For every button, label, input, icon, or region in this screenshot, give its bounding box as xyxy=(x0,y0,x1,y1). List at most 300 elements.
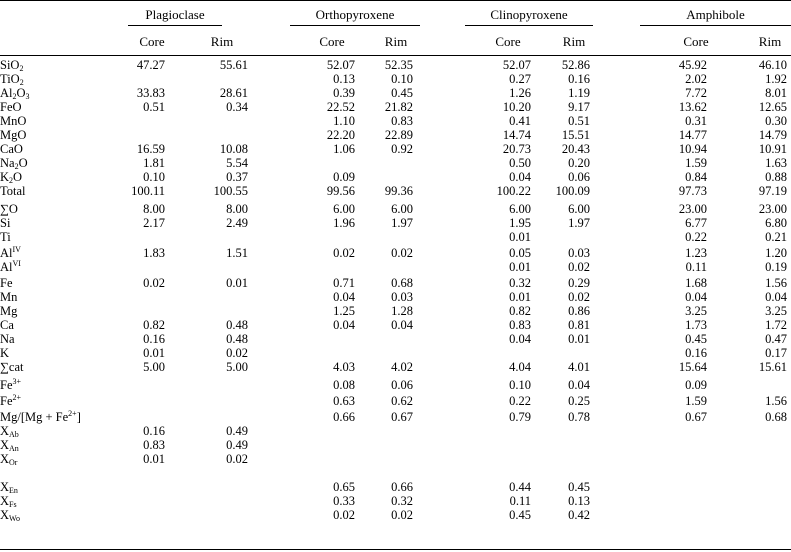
table-cell: 0.13 xyxy=(568,494,590,508)
table-cell: 0.27 xyxy=(509,72,531,86)
table-cell: 99.56 xyxy=(326,184,355,198)
table-cell: 0.22 xyxy=(509,394,531,408)
table-cell: 0.92 xyxy=(391,142,413,156)
table-cell: 6.80 xyxy=(765,216,787,230)
table-cell: 10.20 xyxy=(502,100,531,114)
row-label xyxy=(0,424,19,438)
table-cell: 20.43 xyxy=(561,142,590,156)
table-cell: 0.04 xyxy=(765,290,787,304)
table-cell: 0.49 xyxy=(226,438,248,452)
group-underline-clinopyroxene xyxy=(465,25,593,26)
table-cell: 0.62 xyxy=(391,394,413,408)
table-cell: 52.07 xyxy=(502,58,531,72)
table-cell: 15.61 xyxy=(758,360,787,374)
row-label xyxy=(0,346,9,360)
table-cell: 0.29 xyxy=(568,276,590,290)
table-row xyxy=(0,424,791,438)
row-label xyxy=(0,86,30,100)
table-cell: 2.17 xyxy=(143,216,165,230)
table-cell: 1.56 xyxy=(765,276,787,290)
row-label-sup: 3+ xyxy=(12,377,22,386)
table-cell: 6.00 xyxy=(333,202,355,216)
table-cell: 10.08 xyxy=(219,142,248,156)
table-cell: 0.82 xyxy=(509,304,531,318)
row-label-sub2: 3 xyxy=(25,92,30,101)
table-cell: 0.04 xyxy=(685,290,707,304)
row-label xyxy=(0,318,14,332)
table-cell: 15.64 xyxy=(678,360,707,374)
table-cell: 15.51 xyxy=(561,128,590,142)
table-cell: 0.41 xyxy=(509,114,531,128)
table-cell: 0.45 xyxy=(509,508,531,522)
row-label-label: X xyxy=(0,438,10,452)
table-cell: 0.02 xyxy=(391,508,413,522)
table-cell: 0.67 xyxy=(685,410,707,424)
row-label xyxy=(0,260,21,274)
table-cell: 0.50 xyxy=(509,156,531,170)
table-row xyxy=(0,142,791,156)
row-label-label: K xyxy=(0,170,10,184)
row-label xyxy=(0,480,18,494)
table-cell: 52.07 xyxy=(326,58,355,72)
table-row xyxy=(0,508,791,522)
table-cell: 0.16 xyxy=(143,424,165,438)
row-label-sub: 2 xyxy=(14,162,19,171)
table-cell: 14.74 xyxy=(502,128,531,142)
table-cell: 100.22 xyxy=(496,184,531,198)
row-label-label: Mg/[Mg + Fe xyxy=(0,410,69,424)
table-cell: 0.04 xyxy=(333,290,355,304)
table-cell: 8.00 xyxy=(143,202,165,216)
row-label-label: X xyxy=(0,480,10,494)
row-label xyxy=(0,184,26,198)
table-cell: 6.00 xyxy=(568,202,590,216)
row-label-sub: Ab xyxy=(9,430,19,439)
table-cell: 1.83 xyxy=(143,246,165,260)
bottom-rule xyxy=(0,549,791,550)
row-label-label2: O xyxy=(13,170,23,184)
group-underline-plagioclase xyxy=(128,25,222,26)
table-row xyxy=(0,346,791,360)
col-header-plagioclase-rim: Rim xyxy=(210,34,234,49)
table-cell: 0.48 xyxy=(226,332,248,346)
row-label-sub: En xyxy=(9,486,18,495)
table-cell: 0.20 xyxy=(568,156,590,170)
col-header-orthopyroxene-core: Core xyxy=(319,34,345,49)
table-cell: 1.96 xyxy=(333,216,355,230)
table-cell: 0.04 xyxy=(333,318,355,332)
row-label-label2: O xyxy=(18,156,28,170)
table-cell: 0.02 xyxy=(333,508,355,522)
table-cell: 14.79 xyxy=(758,128,787,142)
table-cell: 1.10 xyxy=(333,114,355,128)
table-cell: 0.67 xyxy=(391,410,413,424)
table-cell: 0.71 xyxy=(333,276,355,290)
table-cell: 4.01 xyxy=(568,360,590,374)
group-header-orthopyroxene: Orthopyroxene xyxy=(315,7,395,22)
table-cell: 52.35 xyxy=(384,58,413,72)
table-cell: 0.48 xyxy=(226,318,248,332)
row-label xyxy=(0,100,22,114)
table-cell: 23.00 xyxy=(758,202,787,216)
table-cell: 0.04 xyxy=(568,378,590,392)
table-cell: 23.00 xyxy=(678,202,707,216)
table-cell: 28.61 xyxy=(219,86,248,100)
row-label-label: Fe xyxy=(0,378,13,392)
row-label-sub: Wo xyxy=(9,514,20,523)
table-cell: 1.59 xyxy=(685,156,707,170)
table-cell: 46.10 xyxy=(758,58,787,72)
row-label-label: Mn xyxy=(0,290,18,304)
table-cell: 0.81 xyxy=(568,318,590,332)
table-cell: 2.49 xyxy=(226,216,248,230)
table-cell: 0.84 xyxy=(685,170,707,184)
row-label xyxy=(0,156,28,170)
table-cell: 0.32 xyxy=(509,276,531,290)
table-row xyxy=(0,86,791,100)
table-cell: 0.65 xyxy=(333,480,355,494)
table-cell: 0.37 xyxy=(226,170,248,184)
row-label xyxy=(0,58,23,72)
row-label-label: Mg xyxy=(0,304,18,318)
row-label xyxy=(0,508,20,522)
col-header-amphibole-core: Core xyxy=(683,34,709,49)
table-cell: 0.22 xyxy=(685,230,707,244)
table-cell: 0.83 xyxy=(391,114,413,128)
table-row xyxy=(0,360,791,374)
table-cell: 0.02 xyxy=(568,290,590,304)
table-row xyxy=(0,438,791,452)
table-cell: 0.03 xyxy=(391,290,413,304)
table-cell: 1.20 xyxy=(765,246,787,260)
row-label xyxy=(0,360,23,374)
table-cell: 6.77 xyxy=(685,216,707,230)
table-cell: 0.32 xyxy=(391,494,413,508)
table-cell: 0.02 xyxy=(568,260,590,274)
table-row xyxy=(0,230,791,244)
table-cell: 0.39 xyxy=(333,86,355,100)
table-cell: 16.59 xyxy=(136,142,165,156)
row-label-sup: IV xyxy=(12,245,21,254)
table-cell: 47.27 xyxy=(136,58,165,72)
table-cell: 0.45 xyxy=(685,332,707,346)
table-row xyxy=(0,394,791,408)
row-label xyxy=(0,128,26,142)
table-cell: 0.16 xyxy=(143,332,165,346)
row-label xyxy=(0,438,19,452)
table-cell: 0.79 xyxy=(509,410,531,424)
row-label xyxy=(0,394,21,408)
table-cell: 0.13 xyxy=(333,72,355,86)
table-cell: 0.01 xyxy=(509,290,531,304)
row-label-sup: 2+ xyxy=(12,393,22,402)
table-cell: 45.92 xyxy=(678,58,707,72)
row-label-sub: 2 xyxy=(19,64,24,73)
table-cell: 0.06 xyxy=(568,170,590,184)
col-header-clinopyroxene-rim: Rim xyxy=(562,34,586,49)
group-header-clinopyroxene: Clinopyroxene xyxy=(490,7,568,22)
table-cell: 0.09 xyxy=(333,170,355,184)
row-label xyxy=(0,170,22,184)
table-cell: 0.51 xyxy=(568,114,590,128)
row-label xyxy=(0,494,17,508)
table-cell: 0.45 xyxy=(391,86,413,100)
table-cell: 0.49 xyxy=(226,424,248,438)
table-cell: 8.01 xyxy=(765,86,787,100)
table-cell: 1.72 xyxy=(765,318,787,332)
row-label xyxy=(0,246,21,260)
table-cell: 0.42 xyxy=(568,508,590,522)
table-row xyxy=(0,318,791,332)
row-label xyxy=(0,142,23,156)
table-row xyxy=(0,170,791,184)
table-cell: 0.11 xyxy=(509,494,531,508)
table-cell: 0.06 xyxy=(391,378,413,392)
top-rule xyxy=(0,0,791,1)
table-cell: 33.83 xyxy=(136,86,165,100)
row-label-label: Fe xyxy=(0,276,13,290)
row-label-sub: 2 xyxy=(9,176,14,185)
group-header-plagioclase: Plagioclase xyxy=(145,7,205,22)
table-cell: 100.11 xyxy=(131,184,165,198)
row-label-sub: 2 xyxy=(12,92,17,101)
table-cell: 0.02 xyxy=(143,276,165,290)
table-cell: 99.36 xyxy=(384,184,413,198)
table-cell: 0.02 xyxy=(333,246,355,260)
table-cell: 0.88 xyxy=(765,170,787,184)
table-cell: 1.73 xyxy=(685,318,707,332)
row-label-label: Fe xyxy=(0,394,13,408)
row-label-label: Total xyxy=(0,184,26,198)
row-label-label: Al xyxy=(0,260,13,274)
group-underline-amphibole xyxy=(640,25,791,26)
row-label-label: X xyxy=(0,452,10,466)
row-label-sub: Fs xyxy=(9,500,17,509)
table-cell: 7.72 xyxy=(685,86,707,100)
row-label xyxy=(0,216,10,230)
table-row xyxy=(0,128,791,142)
row-label-label2: ] xyxy=(76,410,81,424)
row-label-label2: O xyxy=(16,86,26,100)
table-cell: 22.52 xyxy=(326,100,355,114)
table-row xyxy=(0,304,791,318)
table-cell: 1.95 xyxy=(509,216,531,230)
table-cell: 0.01 xyxy=(509,230,531,244)
table-cell: 0.10 xyxy=(391,72,413,86)
row-label-label: MgO xyxy=(0,128,27,142)
row-label xyxy=(0,378,21,392)
table-row xyxy=(0,58,791,72)
row-label-label: Al xyxy=(0,246,13,260)
col-header-clinopyroxene-core: Core xyxy=(495,34,521,49)
col-header-amphibole-rim: Rim xyxy=(758,34,782,49)
table-cell: 52.86 xyxy=(561,58,590,72)
table-cell: 10.94 xyxy=(678,142,707,156)
table-cell: 1.63 xyxy=(765,156,787,170)
row-label-label: X xyxy=(0,494,10,508)
col-header-orthopyroxene-rim: Rim xyxy=(384,34,408,49)
table-cell: 12.65 xyxy=(758,100,787,114)
row-label-sup: VI xyxy=(12,259,21,268)
table-cell: 1.51 xyxy=(226,246,248,260)
table-cell: 0.16 xyxy=(568,72,590,86)
table-cell: 0.45 xyxy=(568,480,590,494)
table-cell: 100.55 xyxy=(213,184,248,198)
row-label xyxy=(0,410,81,424)
table-cell: 0.01 xyxy=(143,452,165,466)
table-cell: 1.26 xyxy=(509,86,531,100)
table-row xyxy=(0,246,791,260)
table-row xyxy=(0,260,791,274)
table-cell: 0.31 xyxy=(685,114,707,128)
table-row xyxy=(0,156,791,170)
table-cell: 0.16 xyxy=(685,346,707,360)
table-cell: 0.33 xyxy=(333,494,355,508)
row-label-sub: 2 xyxy=(19,78,24,87)
table-cell: 1.06 xyxy=(333,142,355,156)
table-cell: 0.04 xyxy=(509,332,531,346)
table-cell: 6.00 xyxy=(509,202,531,216)
table-cell: 0.83 xyxy=(143,438,165,452)
table-cell: 4.03 xyxy=(333,360,355,374)
table-cell: 0.01 xyxy=(568,332,590,346)
row-label xyxy=(0,230,11,244)
table-cell: 0.86 xyxy=(568,304,590,318)
table-cell: 1.19 xyxy=(568,86,590,100)
table-cell: 0.21 xyxy=(765,230,787,244)
row-label xyxy=(0,332,15,346)
table-row xyxy=(0,184,791,198)
table-cell: 5.00 xyxy=(143,360,165,374)
row-label xyxy=(0,290,17,304)
table-cell: 22.89 xyxy=(384,128,413,142)
table-row xyxy=(0,332,791,346)
table-cell: 0.44 xyxy=(509,480,531,494)
table-cell: 9.17 xyxy=(568,100,590,114)
table-cell: 22.20 xyxy=(326,128,355,142)
table-cell: 1.97 xyxy=(568,216,590,230)
table-cell: 0.19 xyxy=(765,260,787,274)
table-cell: 0.47 xyxy=(765,332,787,346)
table-cell: 0.68 xyxy=(765,410,787,424)
table-cell: 0.17 xyxy=(765,346,787,360)
table-cell: 100.09 xyxy=(555,184,590,198)
table-cell: 3.25 xyxy=(685,304,707,318)
table-cell: 0.04 xyxy=(391,318,413,332)
table-cell: 0.08 xyxy=(333,378,355,392)
table-cell: 0.01 xyxy=(143,346,165,360)
row-label-label: Na xyxy=(0,332,15,346)
table-row xyxy=(0,114,791,128)
table-cell: 0.63 xyxy=(333,394,355,408)
table-cell: 0.82 xyxy=(143,318,165,332)
table-cell: 4.02 xyxy=(391,360,413,374)
table-cell: 0.09 xyxy=(685,378,707,392)
table-cell: 10.91 xyxy=(758,142,787,156)
table-cell: 0.78 xyxy=(568,410,590,424)
table-cell: 0.01 xyxy=(226,276,248,290)
row-label-label: ∑O xyxy=(0,202,18,216)
row-label-label: CaO xyxy=(0,142,23,156)
row-label xyxy=(0,304,17,318)
table-row xyxy=(0,494,791,508)
table-cell: 1.92 xyxy=(765,72,787,86)
table-cell: 0.51 xyxy=(143,100,165,114)
table-cell: 0.30 xyxy=(765,114,787,128)
table-cell: 0.10 xyxy=(143,170,165,184)
header-rule xyxy=(0,55,791,56)
table-cell: 0.66 xyxy=(333,410,355,424)
table-cell: 4.04 xyxy=(509,360,531,374)
row-label-label: X xyxy=(0,424,10,438)
table-cell: 0.83 xyxy=(509,318,531,332)
row-label xyxy=(0,452,17,466)
table-cell: 1.81 xyxy=(143,156,165,170)
table-cell: 1.68 xyxy=(685,276,707,290)
row-label-sup: 2+ xyxy=(68,409,77,418)
table-cell: 1.28 xyxy=(391,304,413,318)
table-cell: 2.02 xyxy=(685,72,707,86)
table-cell: 0.25 xyxy=(568,394,590,408)
table-cell: 1.56 xyxy=(765,394,787,408)
table-cell: 20.73 xyxy=(502,142,531,156)
table-cell: 5.54 xyxy=(226,156,248,170)
table-cell: 1.23 xyxy=(685,246,707,260)
row-label-label: MnO xyxy=(0,114,27,128)
table-row xyxy=(0,202,791,216)
row-label-label: Na xyxy=(0,156,15,170)
row-label-label: SiO xyxy=(0,58,20,72)
group-underline-orthopyroxene xyxy=(290,25,420,26)
table-row xyxy=(0,410,791,424)
group-header-amphibole: Amphibole xyxy=(686,7,745,22)
row-label xyxy=(0,202,18,216)
row-label xyxy=(0,276,13,290)
row-label-label: Ca xyxy=(0,318,14,332)
table-cell: 0.01 xyxy=(509,260,531,274)
row-label-label: K xyxy=(0,346,10,360)
table-row xyxy=(0,72,791,86)
table-cell: 1.59 xyxy=(685,394,707,408)
table-row xyxy=(0,480,791,494)
table-row xyxy=(0,452,791,466)
table-cell: 0.11 xyxy=(685,260,707,274)
table-cell: 0.34 xyxy=(226,100,248,114)
row-label-label: ∑cat xyxy=(0,360,24,374)
table-cell: 97.19 xyxy=(758,184,787,198)
table-cell: 1.97 xyxy=(391,216,413,230)
table-cell: 0.02 xyxy=(391,246,413,260)
table-cell: 0.03 xyxy=(568,246,590,260)
row-label-sub: An xyxy=(9,444,19,453)
table-row xyxy=(0,276,791,290)
row-label-label: Si xyxy=(0,216,11,230)
row-label-label: TiO xyxy=(0,72,20,86)
row-label xyxy=(0,114,26,128)
col-header-plagioclase-core: Core xyxy=(139,34,165,49)
table-row xyxy=(0,290,791,304)
row-label xyxy=(0,72,24,86)
row-label-label: Ti xyxy=(0,230,11,244)
table-cell: 55.61 xyxy=(219,58,248,72)
table-cell: 5.00 xyxy=(226,360,248,374)
table-cell: 0.02 xyxy=(226,346,248,360)
table-cell: 0.04 xyxy=(509,170,531,184)
table-cell: 6.00 xyxy=(391,202,413,216)
table-cell: 97.73 xyxy=(678,184,707,198)
table-cell: 0.05 xyxy=(509,246,531,260)
row-label-label: X xyxy=(0,508,10,522)
